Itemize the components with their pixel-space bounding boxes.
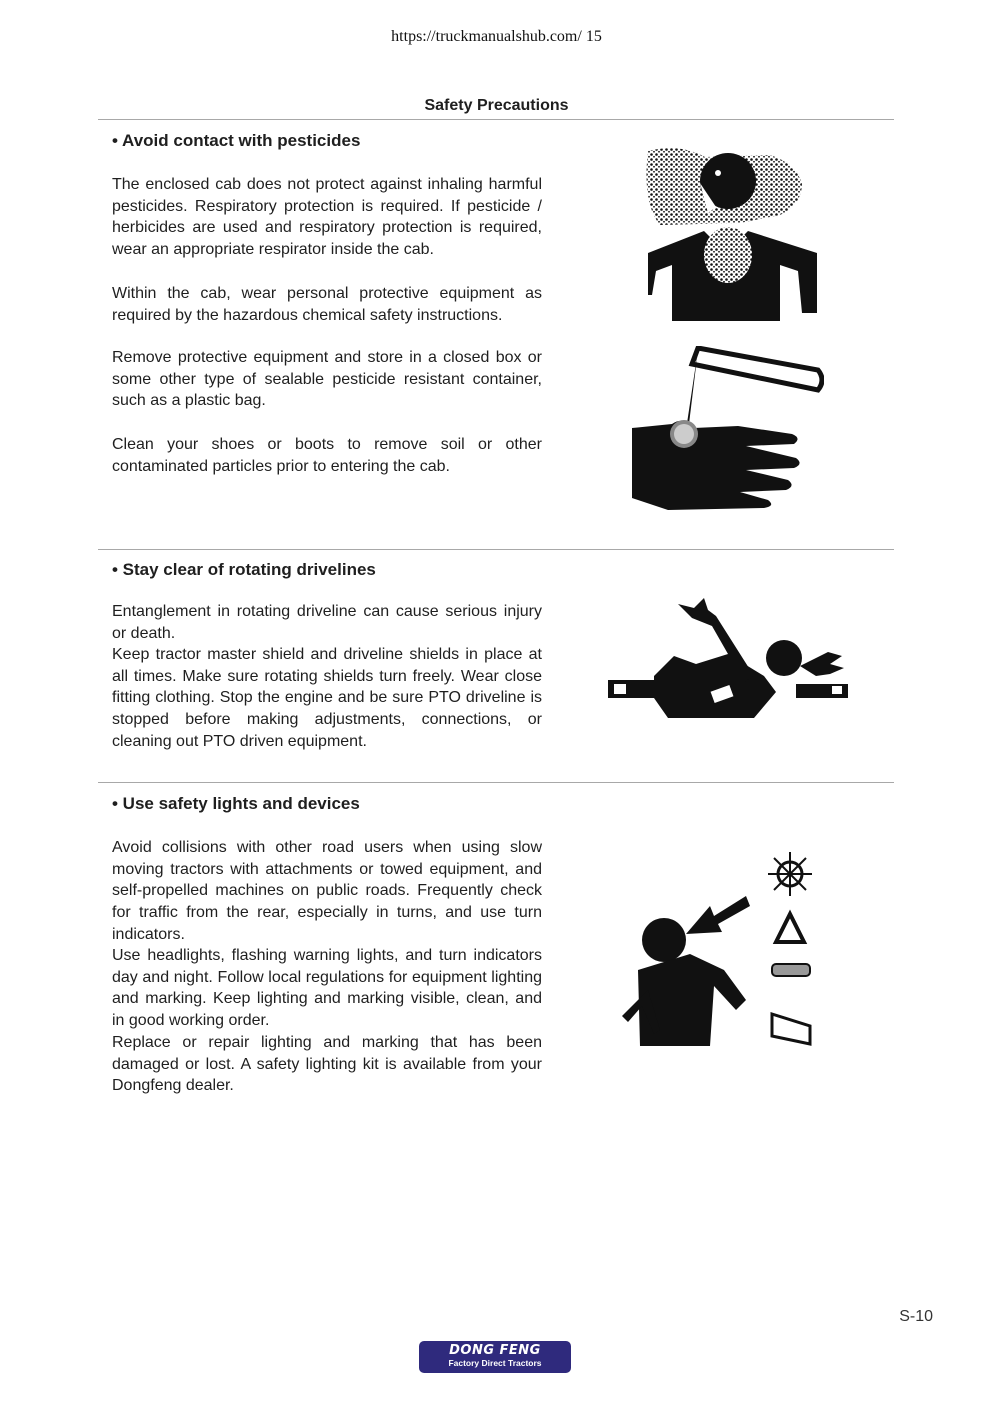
section-divider [98, 549, 894, 550]
dongfeng-logo [419, 1341, 571, 1373]
heading-drivelines: • Stay clear of rotating drivelines [112, 560, 376, 579]
paragraph: Within the cab, wear personal protective equipment as required by the hazardous chemical safety instructions. [112, 285, 542, 324]
logo-tagline: Factory Direct Tractors [448, 1358, 542, 1368]
paragraph: Entanglement in rotating driveline can cause serious injury or death. [112, 603, 542, 642]
chemical-hand-hazard-icon [628, 346, 824, 514]
paragraph: The enclosed cab does not protect against inhaling harmful pesticides. Respiratory protection is required. If pesticide / herbicides are used and respiratory protection is required, wear an appropriate respirator inside the cab. [112, 176, 542, 259]
section-title: Safety Precautions [424, 97, 569, 114]
paragraph: Clean your shoes or boots to remove soil or other contaminated particles prior to entering the cab. [112, 436, 542, 475]
page-number: S-10 [899, 1308, 933, 1325]
header-divider [98, 119, 894, 120]
paragraph: Keep tractor master shield and driveline shields in place at all times. Make sure rotating shields turn freely. Wear close fitting clothing. Stop the engine and be sure PTO driveline is stopped before making adjustments, connections, or cleaning out PTO driven equipment. [112, 646, 542, 750]
url-header: https://truckmanualshub.com/ 15 [391, 28, 602, 45]
inhalation-hazard-icon [620, 143, 830, 325]
safety-lights-devices-icon [618, 850, 818, 1052]
paragraph: Avoid collisions with other road users when using slow moving tractors with attachments or towed equipment, and self-propelled machines on public roads. Frequently check for traffic from the rear, especially in turns, and use turn indicators. [112, 839, 542, 943]
section-divider [98, 782, 894, 783]
heading-safety-lights: • Use safety lights and devices [112, 794, 360, 813]
paragraph: Use headlights, flashing warning lights, and turn indicators day and night. Follow local regulations for equipment lighting and marking. Keep lighting and marking visible, clean, and in good working order. [112, 947, 542, 1030]
paragraph: Replace or repair lighting and marking that has been damaged or lost. A safety lighting kit is available from your Dongfeng dealer. [112, 1034, 542, 1095]
heading-pesticides: • Avoid contact with pesticides [112, 131, 361, 150]
paragraph: Remove protective equipment and store in a closed box or some other type of sealable pesticide resistant container, such as a plastic bag. [112, 349, 542, 410]
driveline-entanglement-icon [604, 596, 850, 722]
logo-brand: DONG FENG [449, 1343, 541, 1358]
